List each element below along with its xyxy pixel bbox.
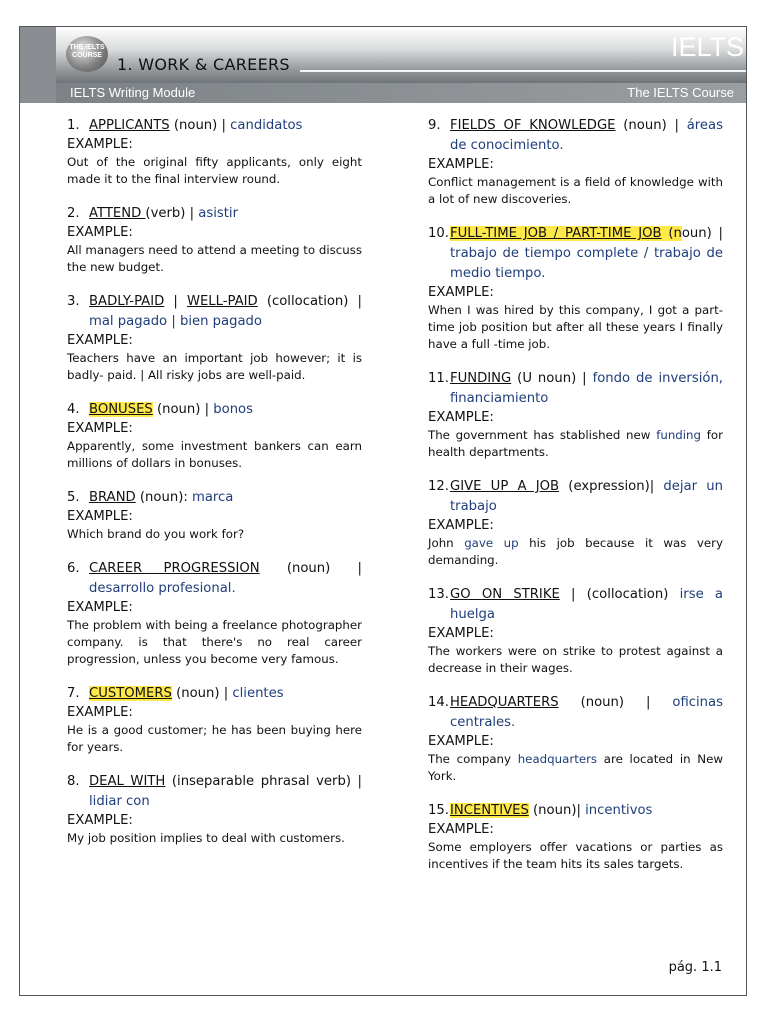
example-label: EXAMPLE: bbox=[428, 157, 494, 172]
vocab-term: ATTEND bbox=[89, 206, 146, 221]
module-label: IELTS Writing Module bbox=[70, 85, 196, 100]
brand-label: IELTS bbox=[670, 32, 744, 62]
example-label: EXAMPLE: bbox=[67, 137, 133, 152]
spanish-translation: desarrollo profesional bbox=[89, 581, 232, 596]
example-label: EXAMPLE: bbox=[67, 225, 133, 240]
example-sentence: The government has stablished new funding for health departments. bbox=[428, 428, 723, 459]
vocab-term: CUSTOMERS bbox=[89, 686, 172, 701]
spanish-translation: trabajo de tiempo complete / trabajo de medio tiempo bbox=[450, 246, 723, 281]
vocab-entry: 12.GIVE UP A JOB (expression)| dejar un trabajo EXAMPLE: John gave up his job because it was very demanding. bbox=[428, 479, 724, 567]
page-number: pág. 1.1 bbox=[668, 960, 722, 975]
example-sentence: Apparently, some investment bankers can earn millions of dollars in bonuses. bbox=[67, 439, 362, 470]
vocab-term: FIELDS OF KNOWLEDGE bbox=[450, 118, 616, 133]
example-sentence: When I was hired by this company, I got a part-time job position but after all these years I finally have a full -time job. bbox=[428, 303, 723, 351]
header-side-block bbox=[20, 27, 56, 103]
example-sentence: The problem with being a freelance photographer company. is that there's no real career progression, unless you become very famous. bbox=[67, 618, 362, 666]
vocab-entry: 3. BADLY-PAID | WELL-PAID (collocation) | mal pagado | bien pagado EXAMPLE: Teachers have an important job however; it is badly- paid. | All risky jobs are well-paid. bbox=[67, 294, 362, 382]
vocab-entry: 6. CAREER PROGRESSION (noun) | desarrollo profesional. EXAMPLE: The problem with being a freelance photographer company. is that there's no real career progression, unless you become very famous. bbox=[67, 561, 362, 666]
header-divider bbox=[300, 70, 746, 72]
example-label: EXAMPLE: bbox=[428, 822, 494, 837]
example-sentence: Out of the original fifty applicants, only eight made it to the final interview round. bbox=[67, 155, 362, 186]
vocab-term: WELL-PAID bbox=[186, 294, 258, 309]
vocab-term: INCENTIVES bbox=[450, 803, 529, 818]
vocab-term: GIVE UP A JOB bbox=[450, 479, 560, 494]
right-column bbox=[428, 116, 723, 889]
example-label: EXAMPLE: bbox=[67, 705, 133, 720]
vocab-term: BADLY-PAID bbox=[89, 294, 165, 309]
example-sentence: John gave up his job because it was very demanding. bbox=[428, 536, 724, 567]
example-label: EXAMPLE: bbox=[428, 285, 494, 300]
vocab-entry: 4. BONUSES (noun) | bonos EXAMPLE: Apparently, some investment bankers can earn millions of dollars in bonuses. bbox=[67, 402, 362, 470]
example-sentence: Teachers have an important job however; it is badly- paid. | All risky jobs are well-paid. bbox=[67, 351, 362, 382]
example-label: EXAMPLE: bbox=[428, 626, 494, 641]
example-sentence: The company headquarters are located in New York. bbox=[428, 752, 723, 783]
left-column bbox=[67, 116, 362, 863]
example-sentence: Conflict management is a field of knowledge with a lot of new discoveries. bbox=[428, 175, 723, 206]
example-label: EXAMPLE: bbox=[67, 333, 133, 348]
example-label: EXAMPLE: bbox=[67, 813, 133, 828]
spanish-translation: oficinas centrales bbox=[450, 695, 723, 730]
vocab-entry: 15.INCENTIVES (noun)| incentivos EXAMPLE: Some employers offer vacations or parties as incentives if the team hits its sales targets. bbox=[428, 803, 723, 871]
example-label: EXAMPLE: bbox=[67, 509, 133, 524]
spanish-translation: lidiar con bbox=[89, 794, 150, 809]
vocab-entry: 11.FUNDING (U noun) | fondo de inversión, financiamiento EXAMPLE: The government has stablished new funding for health departments. bbox=[428, 371, 723, 459]
vocab-term: BONUSES bbox=[89, 402, 153, 417]
example-label: EXAMPLE: bbox=[428, 734, 494, 749]
spanish-translation: asistir bbox=[198, 206, 238, 221]
page-title: 1. WORK & CAREERS bbox=[117, 55, 290, 74]
course-label: The IELTS Course bbox=[627, 85, 734, 100]
vocab-entry: 14.HEADQUARTERS (noun) | oficinas centrales. EXAMPLE: The company headquarters are located in New York. bbox=[428, 695, 723, 783]
example-label: EXAMPLE: bbox=[67, 421, 133, 436]
vocab-term: GO ON STRIKE bbox=[450, 587, 560, 602]
example-sentence: The workers were on strike to protest against a decrease in their wages. bbox=[428, 644, 723, 675]
spanish-translation: fondo de inversión, financiamiento bbox=[450, 371, 723, 406]
spanish-translation: marca bbox=[191, 490, 234, 505]
example-sentence: All managers need to attend a meeting to discuss the new budget. bbox=[67, 243, 362, 274]
vocab-term: HEADQUARTERS bbox=[450, 695, 559, 710]
spanish-translation: mal pagado | bien pagado bbox=[89, 314, 262, 329]
vocab-term: BRAND bbox=[89, 490, 136, 505]
spanish-translation: candidatos bbox=[230, 118, 303, 133]
vocab-entry: 9. FIELDS OF KNOWLEDGE (noun) | áreas de conocimiento. EXAMPLE: Conflict management is a field of knowledge with a lot of new discoveries. bbox=[428, 118, 723, 206]
example-label: EXAMPLE: bbox=[428, 518, 494, 533]
vocab-entry: 7. CUSTOMERS (noun) | clientes EXAMPLE: He is a good customer; he has been buying here for years. bbox=[67, 686, 362, 754]
spanish-translation: clientes bbox=[232, 686, 284, 701]
spanish-translation: dejar un trabajo bbox=[450, 479, 723, 514]
vocab-entry: 5. BRAND (noun): marca EXAMPLE: Which brand do you work for? bbox=[67, 488, 362, 543]
example-label: EXAMPLE: bbox=[67, 600, 133, 615]
spanish-translation: bonos bbox=[213, 402, 253, 417]
example-sentence: He is a good customer; he has been buying here for years. bbox=[67, 723, 362, 754]
spanish-translation: áreas de conocimiento bbox=[450, 118, 723, 153]
vocab-entry: 8. DEAL WITH (inseparable phrasal verb) | lidiar con EXAMPLE: My job position implies to deal with customers. bbox=[67, 774, 362, 845]
vocab-term: APPLICANTS bbox=[89, 118, 170, 133]
spanish-translation: irse a huelga bbox=[450, 587, 724, 622]
course-logo: THE IELTS COURSE bbox=[66, 36, 108, 72]
spanish-translation: incentivos bbox=[585, 803, 653, 818]
vocab-term: FULL-TIME JOB / PART-TIME JOB bbox=[450, 226, 662, 241]
example-sentence: Which brand do you work for? bbox=[67, 527, 245, 541]
vocab-term: CAREER PROGRESSION bbox=[89, 561, 260, 576]
vocab-term: FUNDING bbox=[450, 371, 512, 386]
header-subbar bbox=[56, 83, 746, 103]
example-sentence: My job position implies to deal with customers. bbox=[67, 831, 345, 845]
vocab-term: DEAL WITH bbox=[89, 774, 166, 789]
example-sentence: Some employers offer vacations or parties as incentives if the team hits its sales targets. bbox=[428, 840, 723, 871]
vocab-entry: 1. APPLICANTS (noun) | candidatos EXAMPLE: Out of the original fifty applicants, only eight made it to the final interview round. bbox=[67, 118, 362, 186]
example-label: EXAMPLE: bbox=[428, 410, 494, 425]
vocab-entry: 13.GO ON STRIKE | (collocation) irse a huelga EXAMPLE: The workers were on strike to protest against a decrease in their wages. bbox=[428, 587, 724, 675]
vocab-entry: 2. ATTEND (verb) | asistir EXAMPLE: All managers need to attend a meeting to discuss the new budget. bbox=[67, 206, 362, 274]
vocab-entry: 10.FULL-TIME JOB / PART-TIME JOB (noun) | trabajo de tiempo complete / trabajo de medio tiempo. EXAMPLE: When I was hired by this company, I got a part-time job position but after all these years I finally have a full -time job. bbox=[428, 226, 723, 351]
